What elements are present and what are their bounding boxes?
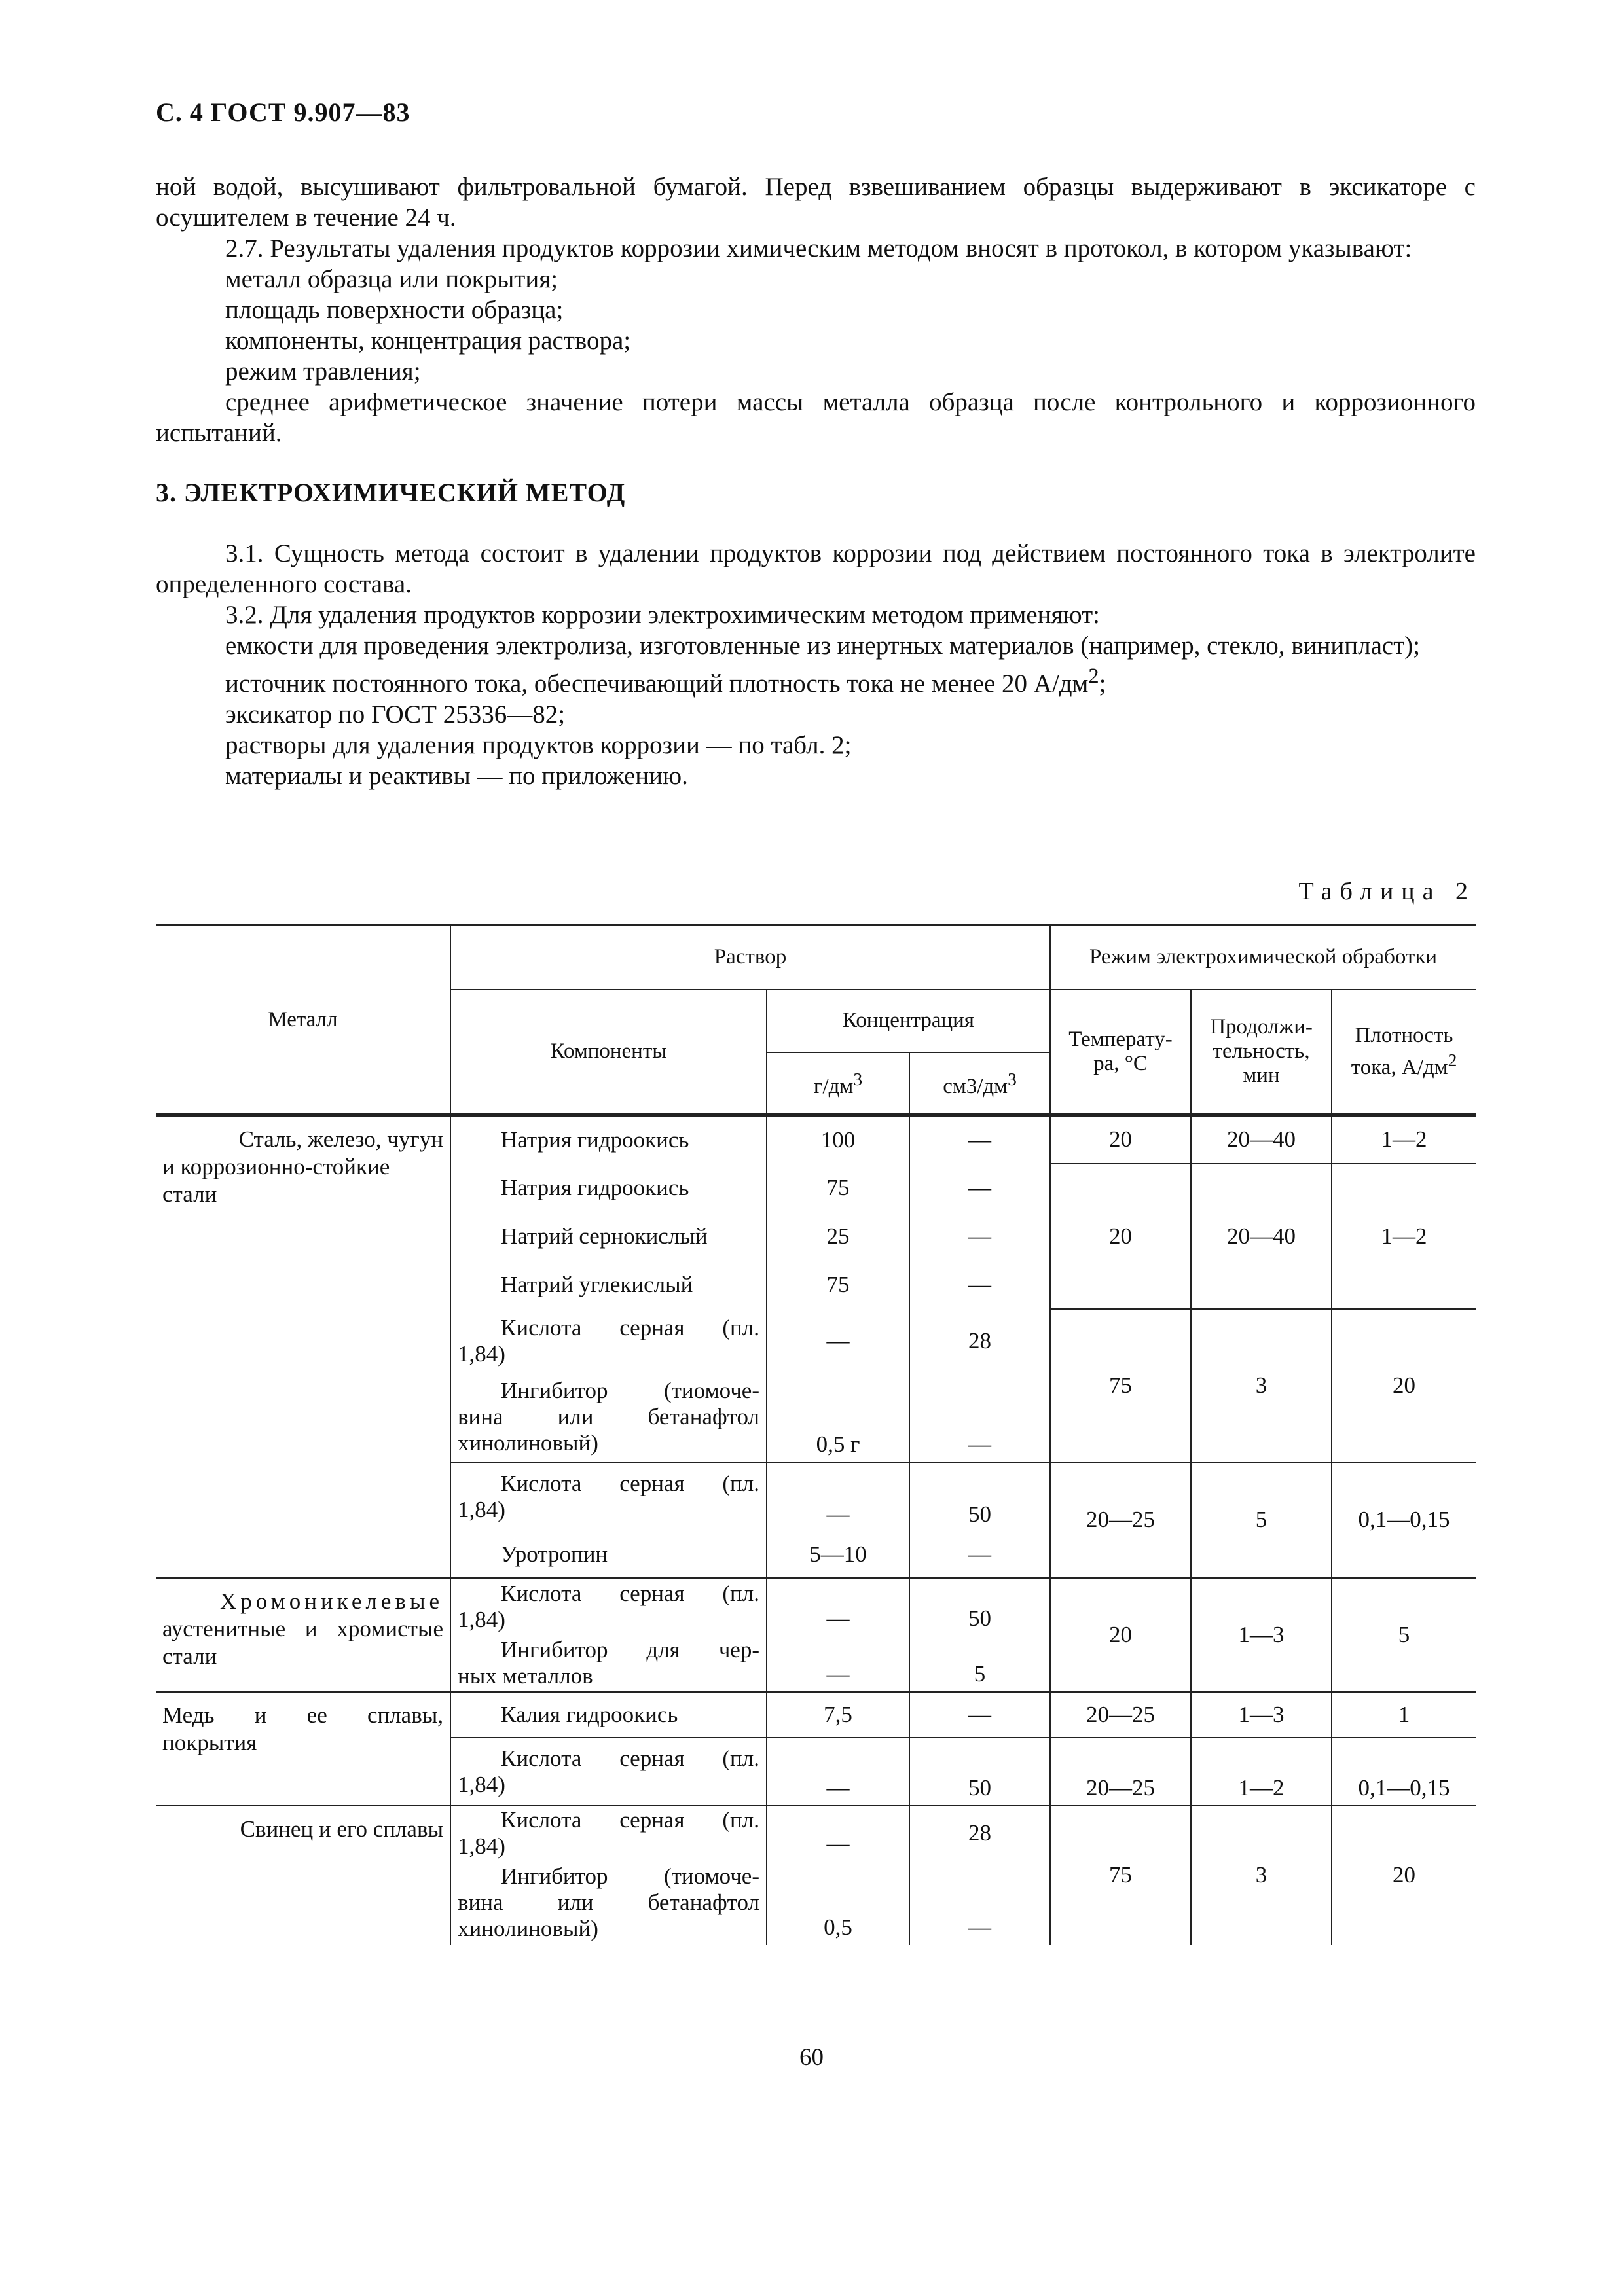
header-g-dm3 — [767, 1052, 909, 1115]
value-density: 5 — [1332, 1578, 1476, 1692]
value-cm: — — [909, 1164, 1050, 1212]
value-duration: 1—2 — [1191, 1738, 1332, 1806]
component-line: Кислота серная (пл. — [501, 1471, 759, 1496]
list-item: растворы для удаления продуктов коррозии — по табл. 2; — [225, 731, 852, 759]
value-g: 75 — [767, 1261, 909, 1309]
value-cm: — — [909, 1261, 1050, 1309]
superscript: 2 — [1088, 664, 1099, 688]
metal-name: Хромоникелевые — [220, 1588, 443, 1614]
metal-name-rest: и коррозионно-стойкие стали — [162, 1154, 390, 1207]
component-line: 1,84) — [458, 1497, 505, 1522]
value-cm: 28 — [909, 1309, 1050, 1373]
component: Уротропин — [450, 1532, 767, 1577]
header-text: г/дм — [813, 1075, 854, 1099]
list-item: среднее арифметическое значение потери массы металла образца после контрольного и коррозионного испытаний. — [156, 388, 1476, 447]
value-cm: — — [909, 1692, 1050, 1738]
metal-name-rest: аустенитные и хромистые стали — [162, 1615, 443, 1669]
value-duration: 3 — [1191, 1806, 1332, 1945]
value-density: 1 — [1332, 1692, 1476, 1738]
component — [450, 1861, 767, 1945]
component-line: ных металлов — [458, 1663, 593, 1689]
table-2 — [156, 924, 1476, 1945]
superscript: 3 — [1008, 1069, 1017, 1090]
value-g: 7,5 — [767, 1692, 909, 1738]
data-table — [156, 924, 1476, 1945]
component — [450, 1373, 767, 1462]
value-density: 20 — [1332, 1309, 1476, 1462]
component — [450, 1806, 767, 1861]
metal-group-copper — [156, 1692, 450, 1806]
body-text — [156, 171, 1476, 791]
value-duration: 1—3 — [1191, 1578, 1332, 1692]
value-density: 0,1—0,15 — [1332, 1738, 1476, 1806]
component-line: вина или бетанафтол — [458, 1889, 759, 1915]
component-line: Кислота серная (пл. — [501, 1581, 759, 1606]
header-mode: Режим электрохимической обработки — [1050, 925, 1476, 990]
value-cm: 50 — [909, 1738, 1050, 1806]
value-g: — — [767, 1578, 909, 1636]
component — [450, 1738, 767, 1806]
value-cm: — — [909, 1373, 1050, 1462]
metal-group-lead — [156, 1806, 450, 1945]
value-g: 100 — [767, 1115, 909, 1164]
header-density — [1332, 990, 1476, 1115]
list-item: эксикатор по ГОСТ 25336—82; — [225, 700, 566, 728]
section-title: 3. ЭЛЕКТРОХИМИЧЕСКИЙ МЕТОД — [156, 478, 626, 507]
value-temp: 20—25 — [1050, 1738, 1191, 1806]
header-components: Компоненты — [450, 990, 767, 1115]
header-text: см3/дм — [943, 1075, 1008, 1099]
value-g: 5—10 — [767, 1532, 909, 1577]
component-line: Ингибитор (тиомоче- — [501, 1378, 759, 1403]
value-cm: 50 — [909, 1578, 1050, 1636]
value-duration: 20—40 — [1191, 1115, 1332, 1164]
page-header: С. 4 ГОСТ 9.907—83 — [156, 98, 410, 127]
component-line: Кислота серная (пл. — [501, 1745, 759, 1771]
paragraph-2-7: 2.7. Результаты удаления продуктов коррозии химическим методом вносят в протокол, в котором указывают: — [225, 234, 1412, 262]
component — [450, 1578, 767, 1636]
value-cm: 5 — [909, 1636, 1050, 1692]
value-cm: 50 — [909, 1462, 1050, 1532]
value-cm: — — [909, 1212, 1050, 1261]
component: Натрия гидроокись — [450, 1115, 767, 1164]
header-duration: Продолжи-тельность, мин — [1191, 990, 1332, 1115]
metal-group-steel — [156, 1115, 450, 1578]
value-density: 20 — [1332, 1806, 1476, 1945]
list-item: материалы и реактивы — по приложению. — [225, 762, 688, 790]
component-line: Кислота серная (пл. — [501, 1314, 759, 1340]
value-cm: — — [909, 1861, 1050, 1945]
value-temp: 75 — [1050, 1309, 1191, 1462]
value-temp: 75 — [1050, 1806, 1191, 1945]
component: Натрий сернокислый — [450, 1212, 767, 1261]
metal-name-rest: покрытия — [162, 1729, 257, 1755]
superscript: 3 — [853, 1069, 863, 1090]
component-line: Кислота серная (пл. — [501, 1807, 759, 1833]
list-item — [156, 661, 1476, 699]
component — [450, 1462, 767, 1532]
value-g: — — [767, 1636, 909, 1692]
superscript: 2 — [1448, 1049, 1457, 1070]
value-cm: 28 — [909, 1806, 1050, 1861]
value-g: 25 — [767, 1212, 909, 1261]
list-item-text: источник постоянного тока, обеспечивающий плотность тока не менее 20 А/дм — [225, 670, 1089, 698]
list-item: режим травления; — [225, 357, 421, 386]
component-line: 1,84) — [458, 1771, 505, 1797]
metal-name: Свинец и его сплавы — [240, 1816, 443, 1842]
paragraph-3-2: 3.2. Для удаления продуктов коррозии электрохимическим методом применяют: — [225, 601, 1100, 629]
value-temp: 20 — [1050, 1578, 1191, 1692]
component-line: 1,84) — [458, 1833, 505, 1859]
header-metal: Металл — [156, 925, 450, 1115]
component-line: хинолиновый) — [458, 1915, 598, 1941]
list-item: емкости для проведения электролиза, изготовленные из инертных материалов (например, стекло, винипласт); — [225, 632, 1421, 660]
list-item: металл образца или покрытия; — [225, 265, 558, 293]
header-temperature: Температу-ра, °С — [1050, 990, 1191, 1115]
header-concentration: Концентрация — [767, 990, 1050, 1052]
value-duration: 20—40 — [1191, 1164, 1332, 1309]
component: Калия гидроокись — [450, 1692, 767, 1738]
value-density: 0,1—0,15 — [1332, 1462, 1476, 1577]
metal-group-chromenickel — [156, 1578, 450, 1692]
metal-name: Сталь, железо, чугун — [238, 1126, 443, 1152]
value-g: — — [767, 1309, 909, 1373]
component-line: хинолиновый) — [458, 1430, 598, 1456]
header-solution: Раствор — [450, 925, 1050, 990]
list-item: площадь поверхности образца; — [225, 296, 564, 324]
list-item: компоненты, концентрация раствора; — [225, 327, 631, 355]
value-temp: 20—25 — [1050, 1462, 1191, 1577]
value-duration: 3 — [1191, 1309, 1332, 1462]
value-temp: 20 — [1050, 1164, 1191, 1309]
metal-name: Медь и ее сплавы, — [162, 1702, 443, 1728]
component: Натрий углекислый — [450, 1261, 767, 1309]
value-g: — — [767, 1806, 909, 1861]
header-density-text: Плотность тока, А/дм — [1351, 1023, 1453, 1079]
header-cm3-dm3 — [909, 1052, 1050, 1115]
table-caption: Таблица 2 — [1298, 878, 1476, 905]
value-g: — — [767, 1462, 909, 1532]
component-line: 1,84) — [458, 1607, 505, 1632]
value-cm: — — [909, 1532, 1050, 1577]
component-line: Ингибитор для чер- — [501, 1637, 759, 1662]
value-temp: 20 — [1050, 1115, 1191, 1164]
paragraph: ной водой, высушивают фильтровальной бумагой. Перед взвешиванием образцы выдерживают в эксикаторе с осушителем в течение 24 ч. — [156, 173, 1476, 232]
value-temp: 20—25 — [1050, 1692, 1191, 1738]
list-item-end: ; — [1099, 670, 1106, 698]
value-cm: — — [909, 1115, 1050, 1164]
page-number: 60 — [799, 2044, 824, 2071]
component-line: Ингибитор (тиомоче- — [501, 1863, 759, 1889]
paragraph-3-1: 3.1. Сущность метода состоит в удалении продуктов коррозии под действием постоянного тока в электролите определенного состава. — [156, 539, 1476, 598]
component — [450, 1636, 767, 1692]
value-g: — — [767, 1738, 909, 1806]
component: Натрия гидроокись — [450, 1164, 767, 1212]
value-duration: 1—3 — [1191, 1692, 1332, 1738]
component — [450, 1309, 767, 1373]
value-duration: 5 — [1191, 1462, 1332, 1577]
value-g: 75 — [767, 1164, 909, 1212]
value-g: 0,5 г — [767, 1373, 909, 1462]
value-density: 1—2 — [1332, 1115, 1476, 1164]
value-density: 1—2 — [1332, 1164, 1476, 1309]
value-g: 0,5 — [767, 1861, 909, 1945]
component-line: вина или бетанафтол — [458, 1404, 759, 1429]
component-line: 1,84) — [458, 1340, 505, 1367]
